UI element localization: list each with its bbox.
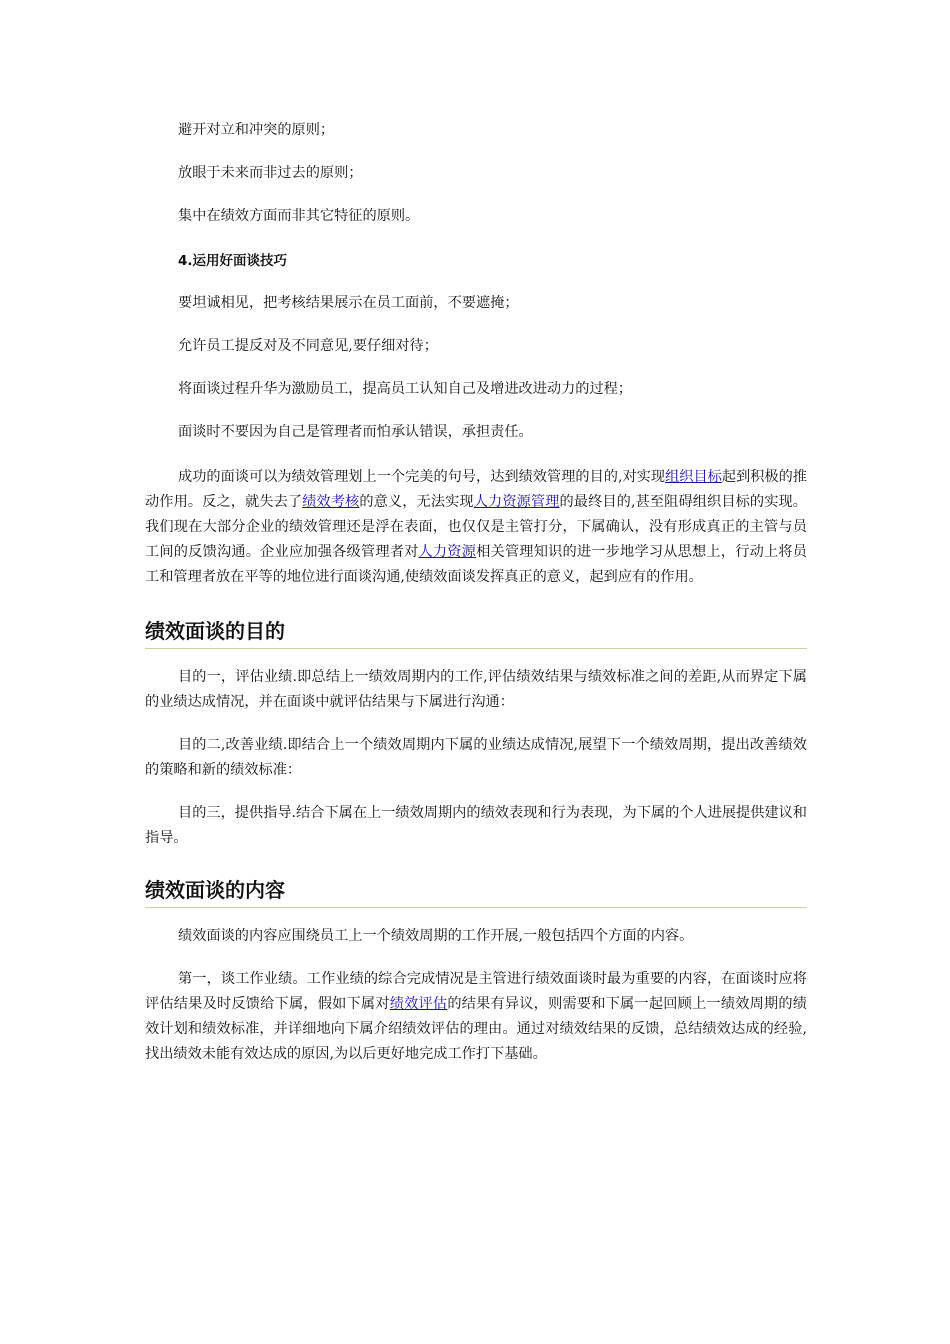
text-span: 的最终目的,甚至阻碍组织目标的实现。我们现在大部分企业的绩效管理还是浮在表面，也仅仅是主管打分，下属确认，没有形成真正的主管与员工间的反馈沟通。企业应加强各级管理者对 [145, 494, 807, 560]
text-span: 成功的面谈可以为绩效管理划上一个完美的句号，达到绩效管理的目的,对实现 [178, 469, 666, 485]
section-heading-content: 绩效面谈的内容 [145, 875, 807, 908]
text-span: 第一，谈工作业绩。工作业绩的综合完成情况是主管进行绩效面谈时最为重要的内容，在面谈时应将评估结果及时反馈给下属，假如下属对 [145, 971, 807, 1012]
tip-item: 允许员工提反对及不同意见,要仔细对待； [178, 338, 438, 354]
content-intro: 绩效面谈的内容应围绕员工上一个绩效周期的工作开展,一般包括四个方面的内容。 [178, 928, 694, 944]
tip-item: 面谈时不要因为自己是管理者而怕承认错误，承担责任。 [178, 424, 533, 440]
link-performance-appraisal[interactable]: 绩效考核 [302, 494, 360, 510]
principle-item: 放眼于未来而非过去的原则； [178, 165, 363, 181]
conclusion-paragraph [145, 465, 807, 590]
section-heading-purpose: 绩效面谈的目的 [145, 616, 807, 649]
text-span: 起到积极的推动作用。反之，就失去了 [145, 469, 807, 510]
tip-item: 要坦诚相见，把考核结果展示在员工面前，不要遮掩； [178, 295, 519, 311]
purpose-paragraph: 目的一，评估业绩.即总结上一绩效周期内的工作,评估绩效结果与绩效标准之间的差距,从而界定下属的业绩达成情况，并在面谈中就评估结果与下属进行沟通： [145, 669, 807, 710]
section-subheading: 4.运用好面谈技巧 [178, 253, 288, 269]
link-human-resources[interactable]: 人力资源 [418, 544, 477, 560]
article-body [145, 118, 807, 1067]
principle-item: 集中在绩效方面而非其它特征的原则。 [178, 208, 420, 224]
purpose-paragraph: 目的二,改善业绩.即结合上一个绩效周期内下属的业绩达成情况,展望下一个绩效周期，提出改善绩效的策略和新的绩效标准： [145, 737, 807, 778]
link-organization-goal[interactable]: 组织目标 [665, 469, 722, 485]
text-span: 相关管理知识的进一步地学习从思想上，行动上将员工和管理者放在平等的地位进行面谈沟通,使绩效面谈发挥真正的意义，起到应有的作用。 [145, 544, 807, 585]
text-span: 的意义，无法实现 [359, 494, 474, 510]
tip-item: 将面谈过程升华为激励员工，提高员工认知自己及增进改进动力的过程； [178, 381, 633, 397]
link-performance-evaluation[interactable]: 绩效评估 [389, 996, 448, 1012]
purpose-paragraph: 目的三，提供指导.结合下属在上一绩效周期内的绩效表现和行为表现，为下属的个人进展提供建议和指导。 [145, 805, 807, 846]
text-span: 的结果有异议，则需要和下属一起回顾上一绩效周期的绩效计划和绩效标准，并详细地向下属介绍绩效评估的理由。通过对绩效结果的反馈，总结绩效达成的经验,找出绩效未能有效达成的原因,为以后更好地完成工作打下基础。 [145, 996, 807, 1062]
content-paragraph-first [145, 967, 807, 1067]
principle-item: 避开对立和冲突的原则； [178, 122, 335, 138]
link-hr-management[interactable]: 人力资源管理 [473, 494, 560, 510]
